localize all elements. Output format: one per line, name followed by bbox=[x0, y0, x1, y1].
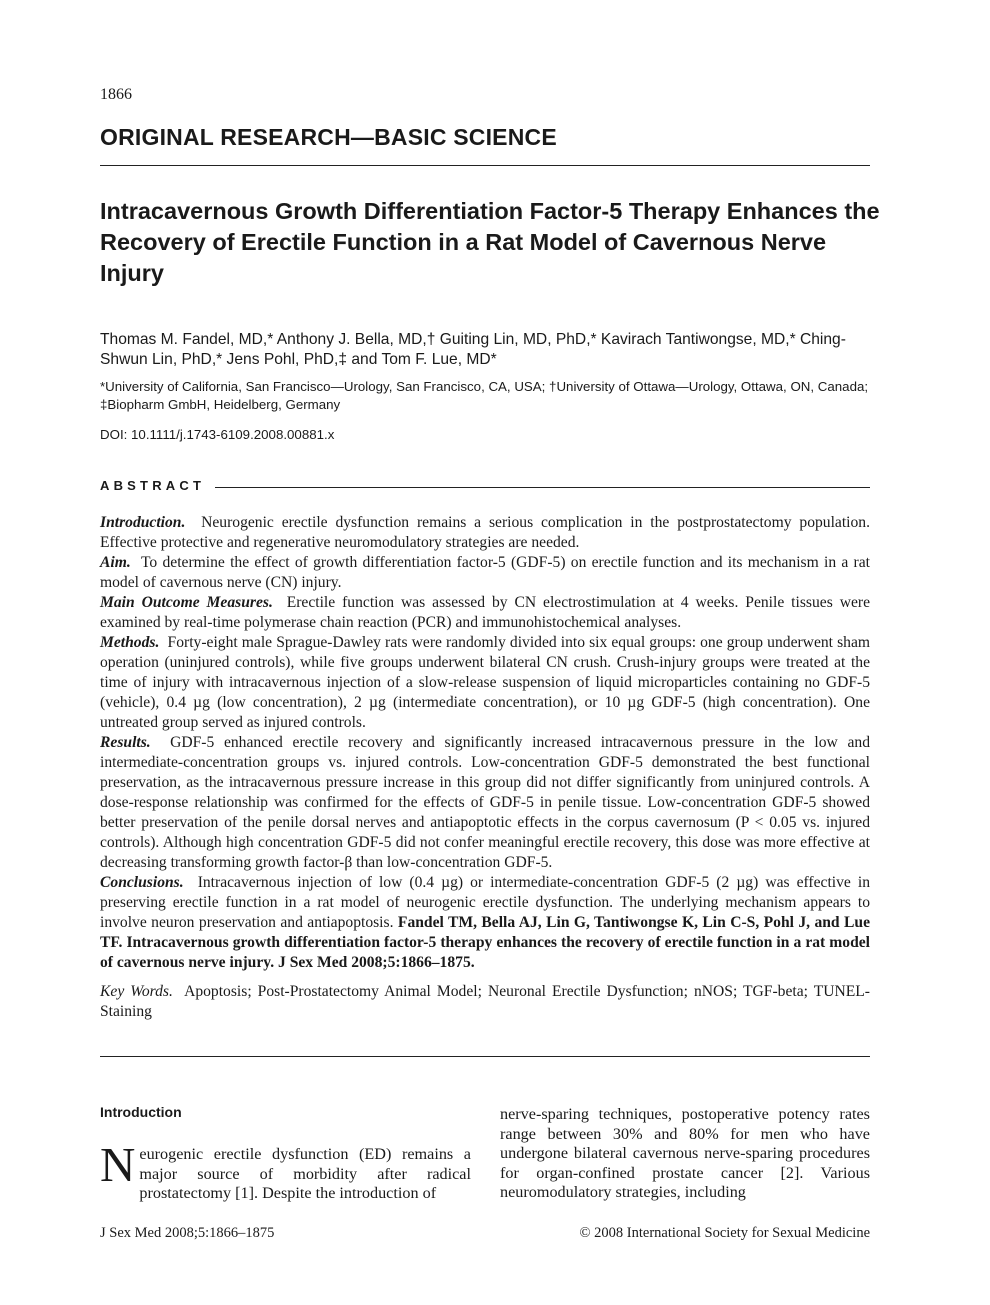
body-column-right: nerve-sparing techniques, postoperative potency rates range between 30% and 80% for men who have undergone bilateral cavernous nerve-sparing procedures for organ-confined prostate cancer [2]. Various neuromodulatory strategies, including bbox=[500, 1105, 870, 1201]
author-list: Thomas M. Fandel, MD,* Anthony J. Bella, MD,† Guiting Lin, MD, PhD,* Kavirach Tantiwongse, MD,* Ching-Shwun Lin, PhD,* Jens Pohl, PhD,‡ and Tom F. Lue, MD* bbox=[100, 331, 846, 368]
abstract-results-label: Results. bbox=[100, 734, 151, 751]
abstract-conclusions-text: Intracavernous injection of low (0.4 µg) or intermediate-concentration GDF-5 (2 µg) was effective in preserving erectile function in a rat model of neurogenic erectile dysfunction. The underlying mechanism appears to involve neuron preservation and antiapoptosis. bbox=[100, 874, 870, 931]
abstract-aim bbox=[100, 553, 870, 593]
abstract-aim-text: To determine the effect of growth differentiation factor-5 (GDF-5) on erectile function and its mechanism in a rat model of cavernous nerve (CN) injury. bbox=[100, 554, 871, 591]
introduction-heading: Introduction bbox=[100, 1104, 182, 1120]
abstract-methods-text: Forty-eight male Sprague-Dawley rats were randomly divided into six equal groups: one group underwent sham operation (uninjured controls), while five groups underwent bilateral CN crush. Crush-injury groups were treated at the time of injury with intracavernous injection of a slow-release suspension of liquid microparticles containing no GDF-5 (vehicle), 0.4 µg (low concentration), 2 µg (intermediate concentration), or 10 µg GDF-5 (high concentration). One untreated group served as injured controls. bbox=[100, 634, 871, 731]
abstract-heading: ABSTRACT bbox=[100, 478, 206, 493]
abstract-methods-label: Methods. bbox=[100, 634, 160, 651]
footer-journal: J Sex Med 2008;5:1866–1875 bbox=[100, 1225, 275, 1241]
doi[interactable]: DOI: 10.1111/j.1743-6109.2008.00881.x bbox=[100, 427, 335, 442]
abstract-body bbox=[100, 513, 870, 1022]
abstract-methods bbox=[100, 633, 870, 733]
abstract-introduction bbox=[100, 513, 870, 553]
abstract-conclusions-label: Conclusions. bbox=[100, 874, 184, 891]
abstract-measures bbox=[100, 593, 870, 633]
footer-copyright: © 2008 International Society for Sexual Medicine bbox=[579, 1225, 870, 1241]
abstract-introduction-text: Neurogenic erectile dysfunction remains a serious complication in the postprostatectomy population. Effective protective and regenerative neuromodulatory strategies are needed. bbox=[100, 514, 870, 551]
header-divider bbox=[100, 165, 870, 166]
abstract-introduction-label: Introduction. bbox=[100, 514, 186, 531]
body-column-left bbox=[100, 1137, 471, 1204]
abstract-end-divider bbox=[100, 1056, 870, 1057]
page-number: 1866 bbox=[100, 86, 132, 103]
affiliations: *University of California, San Francisco—Urology, San Francisco, CA, USA; †University of Ottawa—Urology, Ottawa, ON, Canada; ‡Biopharm GmbH, Heidelberg, Germany bbox=[100, 379, 869, 412]
abstract-heading-rule bbox=[215, 487, 870, 488]
abstract-results bbox=[100, 733, 870, 873]
abstract-measures-text: Erectile function was assessed by CN electrostimulation at 4 weeks. Penile tissues were examined by real-time polymerase chain reaction (PCR) and immunohistochemical analyses. bbox=[100, 594, 870, 631]
section-label: ORIGINAL RESEARCH—BASIC SCIENCE bbox=[100, 124, 557, 150]
abstract-conclusions bbox=[100, 873, 870, 973]
abstract-keywords bbox=[100, 982, 870, 1022]
keywords-text: Apoptosis; Post-Prostatectomy Animal Model; Neuronal Erectile Dysfunction; nNOS; TGF-beta; TUNEL-Staining bbox=[100, 983, 871, 1020]
keywords-label: Key Words. bbox=[100, 983, 173, 1000]
article-title: Intracavernous Growth Differentiation Factor-5 Therapy Enhances the Recovery of Erectile Function in a Rat Model of Cavernous Nerve Injury bbox=[100, 198, 880, 286]
abstract-citation: Fandel TM, Bella AJ, Lin G, Tantiwongse K, Lin C-S, Pohl J, and Lue TF. Intracavernous growth differentiation factor-5 therapy enhances the recovery of erectile function in a rat model of cavernous nerve injury. J Sex Med 2008;5:1866–1875. bbox=[100, 914, 871, 971]
abstract-measures-label: Main Outcome Measures. bbox=[100, 594, 273, 611]
abstract-results-text: GDF-5 enhanced erectile recovery and significantly increased intracavernous pressure in the low and intermediate-concentration groups vs. injured controls. Low-concentration GDF-5 demonstrated the best functional preservation, as the intracavernous pressure increase in this group did not differ significantly from uninjured controls. A dose-response relationship was confirmed for the effects of GDF-5 in penile tissue. Low-concentration GDF-5 showed better preservation of the penile dorsal nerves and antiapoptotic effects in the corpus cavernosum (P < 0.05 vs. injured controls). Although high concentration GDF-5 did not confer meaningful erectile recovery, this dose was more effective at decreasing transforming growth factor-β than low-concentration GDF-5. bbox=[100, 734, 871, 871]
drop-cap: N bbox=[100, 1137, 136, 1192]
body-column-left-text: eurogenic erectile dysfunction (ED) remains a major source of morbidity after radical prostatectomy [1]. Despite the introduction of bbox=[139, 1145, 471, 1202]
abstract-aim-label: Aim. bbox=[100, 554, 131, 571]
